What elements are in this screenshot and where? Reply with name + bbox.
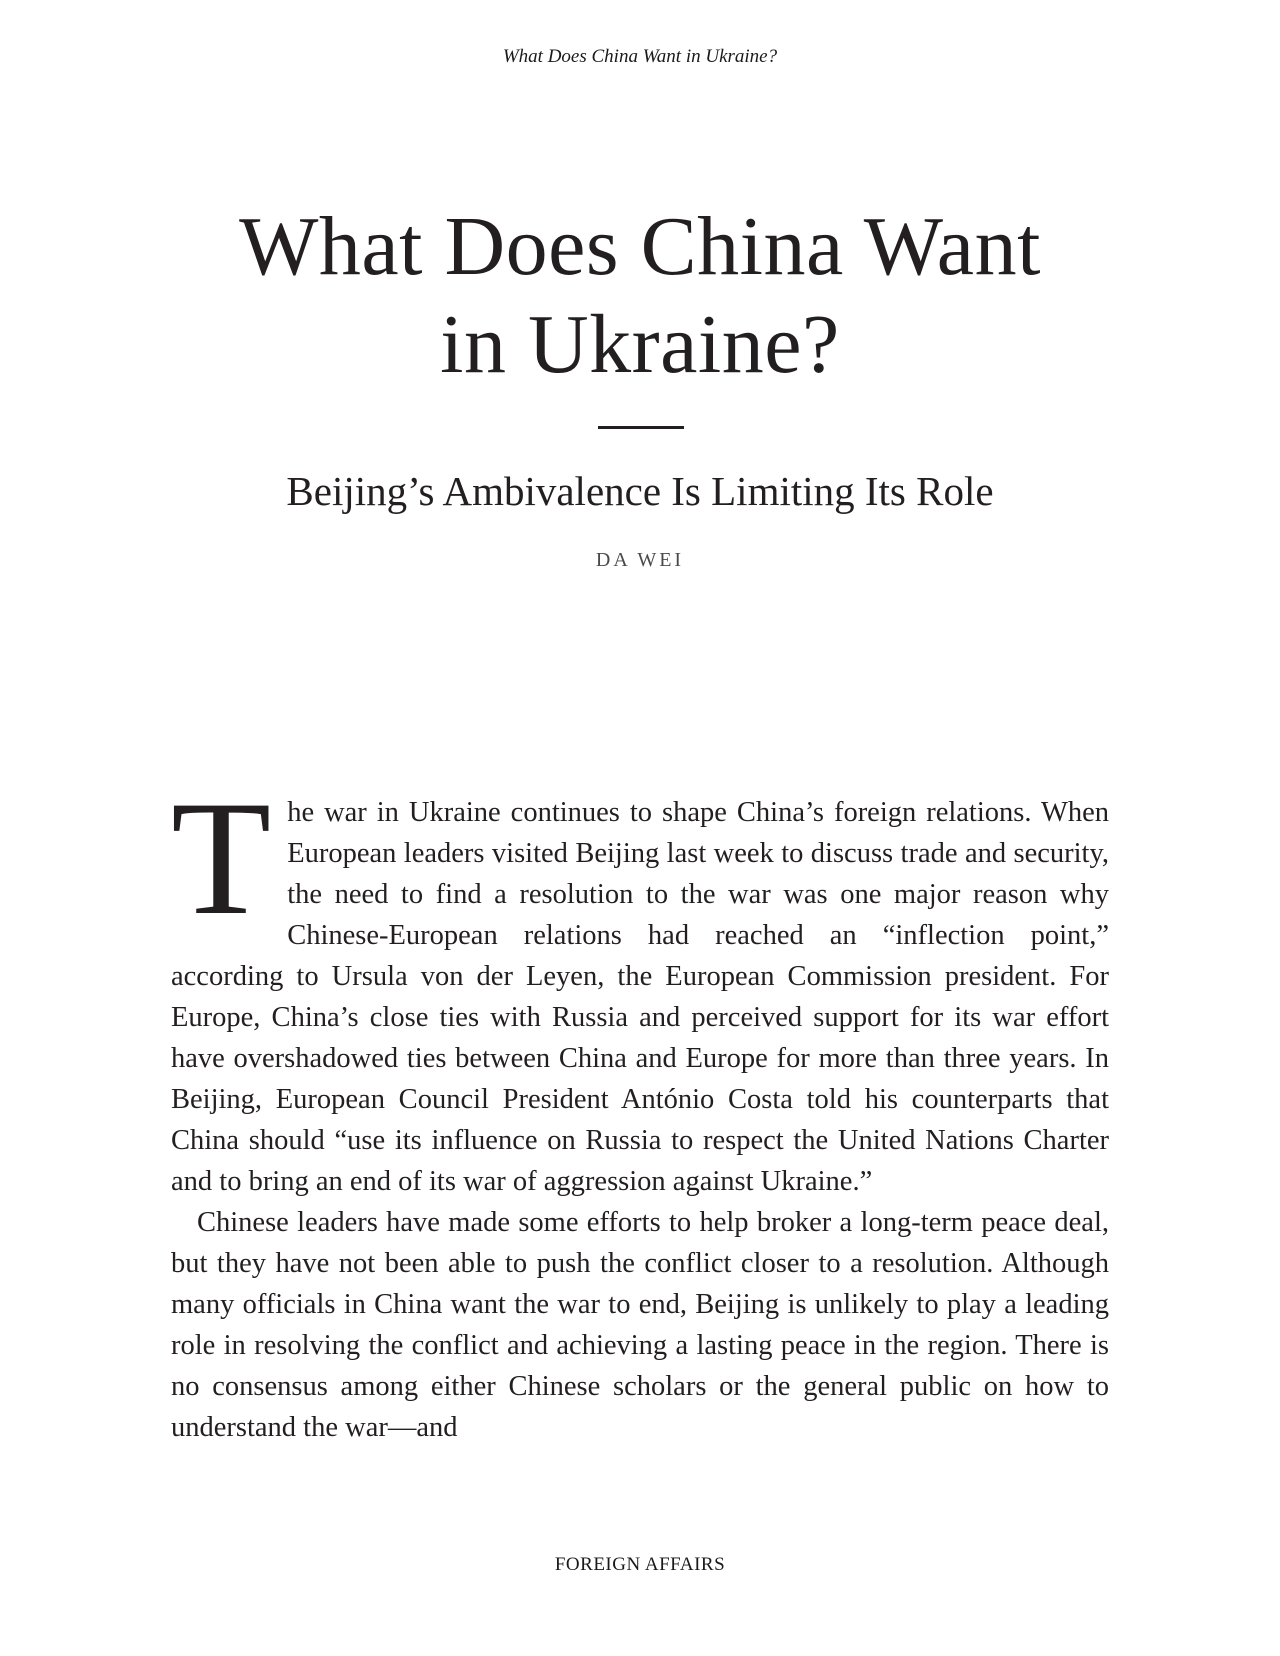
page-footer: FOREIGN AFFAIRS xyxy=(554,1554,726,1575)
paragraph-2: Chinese leaders have made some efforts to help broker a long-term peace deal, but they have not been able to push the conflict closer to a resolution. Although many officials in China want the war to end, Beijing is unlikely to play a leading role in resolving the conflict and achieving a lasting peace in the region. There is no consensus among either Chinese scholars or the general public on how to understand the war—and xyxy=(171,1207,1109,1443)
article-subtitle: Beijing’s Ambivalence Is Limiting Its Role xyxy=(286,468,994,514)
author-byline: DA WEI xyxy=(595,549,685,571)
paragraph-1 xyxy=(171,768,1109,1202)
article-title-line-2: in Ukraine? xyxy=(440,298,840,391)
article-title xyxy=(140,198,1140,394)
drop-cap: T xyxy=(171,768,272,949)
running-head: What Does China Want in Ukraine? xyxy=(502,46,778,67)
article-title-line-1: What Does China Want xyxy=(239,200,1041,293)
article-body xyxy=(171,768,1109,1448)
title-divider xyxy=(598,426,684,429)
paragraph-1-text: he war in Ukraine continues to shape China’s foreign relations. When European leaders visited Beijing last week to discuss trade and security, the need to find a resolution to the war was one major reason why Chinese-European relations had reached an “inflection point,” according to Ursula von der Leyen, the European Commission president. For Europe, China’s close ties with Russia and perceived support for its war effort have overshadowed ties between China and Europe for more than three years. In Beijing, European Council President António Costa told his counterparts that China should “use its influence on Russia to respect the United Nations Charter and to bring an end of its war of aggression against Ukraine.” xyxy=(171,797,1109,1197)
